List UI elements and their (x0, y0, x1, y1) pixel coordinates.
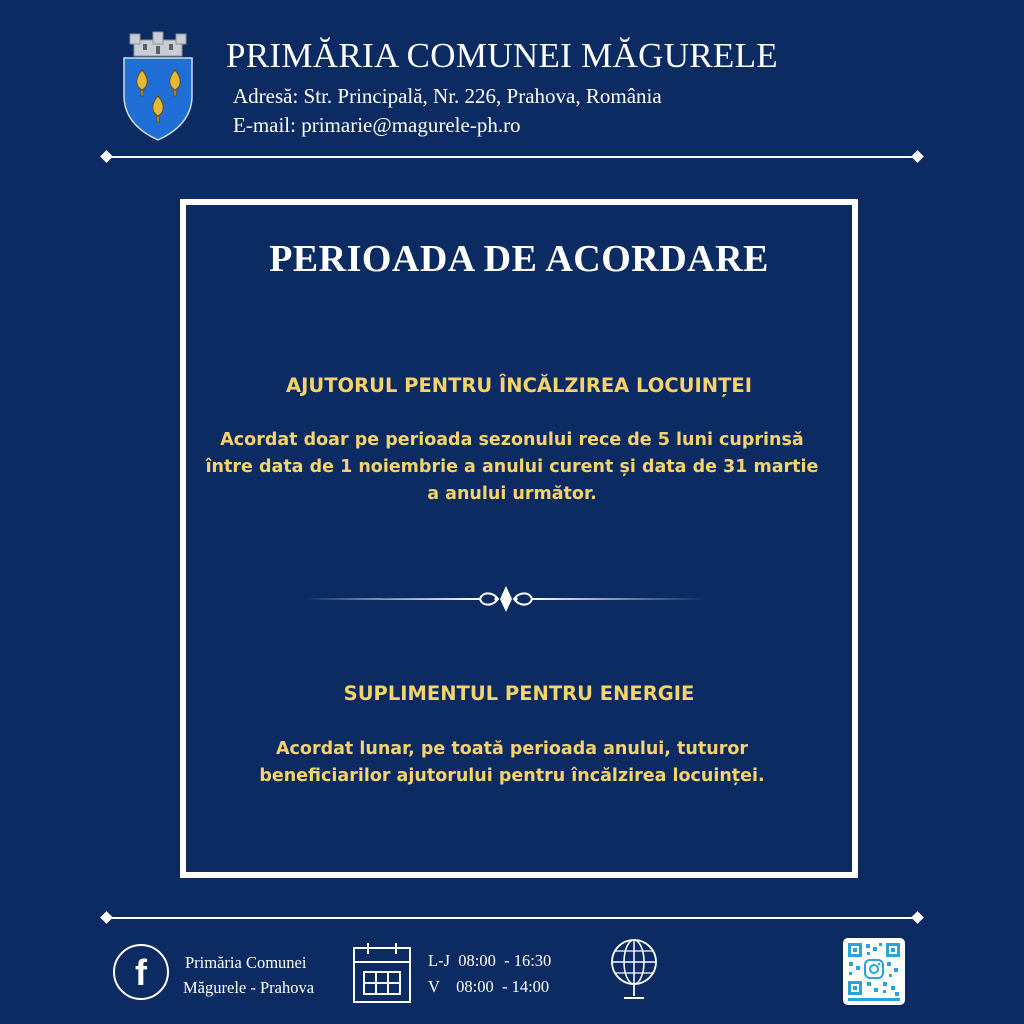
main-heading: PERIOADA DE ACORDARE (269, 238, 769, 280)
section-heading-heating-aid: AJUTORUL PENTRU ÎNCĂLZIREA LOCUINȚEI (286, 374, 752, 397)
section-heading-energy-supplement: SUPLIMENTUL PENTRU ENERGIE (343, 682, 695, 705)
ornament-divider-icon (300, 582, 712, 616)
address-text: Adresă: Str. Principală, Nr. 226, Prahova, România (233, 84, 662, 108)
facebook-page-name-line1[interactable]: Primăria Comunei (185, 953, 307, 972)
hours-mon-thu: L-J 08:00 - 16:30 (428, 951, 552, 970)
hours-fri: V 08:00 - 14:00 (428, 977, 550, 996)
calendar-icon (352, 942, 412, 1004)
facebook-icon[interactable]: f (135, 952, 147, 993)
header-divider (100, 150, 924, 164)
email-text[interactable]: E-mail: primarie@magurele-ph.ro (233, 113, 521, 137)
coat-of-arms-icon (120, 30, 196, 142)
qr-code-icon[interactable] (843, 938, 905, 1005)
section-text-energy-supplement: Acordat lunar, pe toată perioada anului, tuturor beneficiarilor ajutorului pentru încălzirea locuinței. (259, 739, 765, 787)
globe-icon[interactable] (606, 936, 662, 1004)
footer-divider (100, 911, 924, 925)
section-text-heating-aid: Acordat doar pe perioada sezonului rece de 5 luni cuprinsă între data de 1 noiembrie a anului curent și data de 31 martie a anului următor. (205, 430, 819, 505)
page-title: PRIMĂRIA COMUNEI MĂGURELE (226, 36, 778, 75)
facebook-page-name-line2[interactable]: Măgurele - Prahova (183, 978, 315, 997)
